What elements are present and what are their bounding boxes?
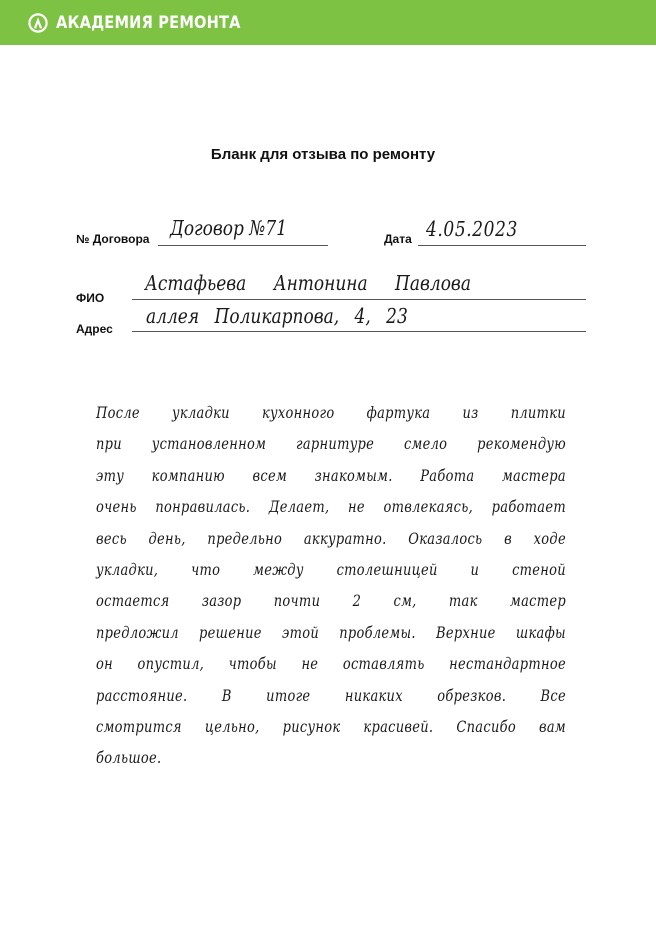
review-word: день, — [148, 530, 186, 549]
review-word: Все — [540, 687, 566, 706]
date-value: 4.05.2023 — [426, 218, 518, 242]
review-word: Верхние — [436, 624, 496, 644]
fio-label: ФИО — [76, 291, 105, 305]
review-word: красивей. — [363, 718, 434, 738]
review-word: никаких — [344, 687, 403, 706]
review-word: рисунок — [282, 718, 341, 738]
review-word: аккуратно. — [303, 530, 387, 549]
review-word: установленном — [151, 436, 267, 455]
fio-underline — [132, 299, 586, 300]
review-word: что — [191, 561, 221, 581]
review-word: большое. — [96, 749, 162, 769]
review-word: фартука — [366, 404, 431, 424]
date-underline — [418, 245, 586, 246]
review-word: и — [470, 561, 480, 581]
review-word: отвлекаясь, — [383, 498, 474, 518]
review-word: расстояние. — [96, 687, 188, 706]
address-label: Адрес — [76, 322, 113, 336]
review-word: цельно, — [204, 718, 260, 738]
review-word: эту — [96, 467, 125, 487]
review-word: компанию — [151, 467, 225, 487]
review-word: из — [462, 404, 479, 424]
review-word: ходе — [533, 530, 566, 549]
review-word: мастера — [501, 467, 566, 487]
review-word: рекомендую — [477, 436, 566, 455]
review-word: столешницей — [336, 561, 438, 581]
form-title: Бланк для отзыва по ремонту — [210, 146, 436, 163]
review-word: оставлять — [342, 655, 425, 675]
review-word: при — [96, 436, 122, 455]
review-word: знакомым. — [314, 467, 393, 487]
review-word: стеной — [512, 561, 566, 581]
review-line — [96, 729, 566, 768]
header-bar — [0, 0, 656, 45]
review-word: 2 — [352, 592, 362, 612]
review-word: После — [96, 404, 140, 424]
review-word: Оказалось — [408, 530, 483, 549]
review-word: работает — [491, 498, 566, 518]
review-word: проблемы. — [339, 624, 416, 644]
academy-logo-icon — [28, 13, 48, 33]
review-word: плитки — [510, 404, 566, 424]
review-word: чтобы — [228, 655, 277, 675]
contract-underline — [158, 245, 328, 246]
contract-value: Договор №71 — [170, 217, 288, 241]
fio-value: Астафьева Антонина Павлова — [145, 272, 471, 296]
review-word: в — [504, 530, 512, 549]
brand-name: АКАДЕМИЯ РЕМОНТА — [56, 12, 241, 33]
review-word: В — [221, 687, 232, 706]
review-word: понравилась. — [155, 498, 251, 518]
review-word: предельно — [207, 530, 283, 549]
address-underline — [132, 331, 586, 332]
review-word: обрезков. — [437, 687, 507, 706]
review-word: между — [253, 561, 304, 581]
review-word: остается — [96, 592, 170, 612]
review-word: он — [96, 655, 113, 675]
address-value: аллея Поликарпова, 4, 23 — [146, 305, 408, 329]
review-word: вам — [539, 718, 566, 738]
review-word: укладки, — [96, 561, 159, 581]
review-word: гарнитуре — [296, 436, 375, 455]
review-word: кухонного — [261, 404, 335, 424]
review-word: очень — [96, 498, 137, 518]
date-label: Дата — [384, 232, 412, 246]
review-word: шкафы — [515, 624, 566, 644]
review-word: зазор — [201, 592, 242, 612]
review-word: см, — [393, 592, 417, 612]
brand-logo — [28, 13, 271, 33]
review-word: не — [347, 498, 365, 518]
review-word: всем — [252, 467, 288, 487]
review-word: этой — [282, 624, 320, 644]
review-word: Делает, — [268, 498, 330, 518]
review-word: итоге — [266, 687, 311, 706]
review-word: решение — [199, 624, 262, 644]
contract-label: № Договора — [76, 232, 150, 246]
review-text — [96, 392, 566, 769]
review-word: не — [301, 655, 319, 675]
review-word: смело — [403, 436, 448, 455]
review-word: нестандартное — [449, 655, 566, 675]
review-word: почти — [273, 592, 321, 612]
review-word: весь — [96, 530, 127, 549]
review-word: смотрится — [96, 718, 182, 738]
review-word: мастер — [509, 592, 566, 612]
review-word: Спасибо — [456, 718, 516, 738]
review-word: предложил — [96, 624, 179, 644]
review-word: укладки — [172, 404, 230, 424]
review-word: Работа — [420, 467, 475, 487]
review-word: так — [448, 592, 478, 612]
review-word: опустил, — [137, 655, 205, 675]
